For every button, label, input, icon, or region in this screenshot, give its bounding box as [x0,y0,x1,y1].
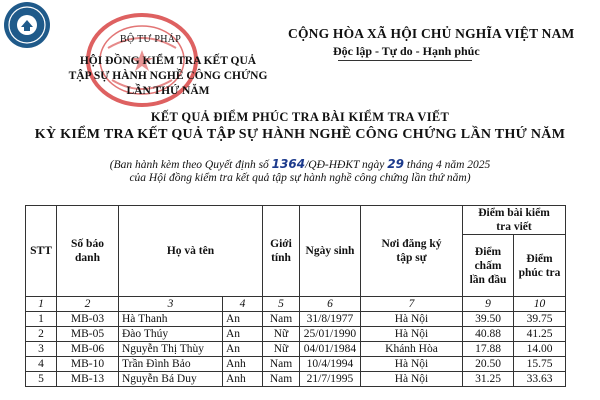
cell-gioi: Nam [263,312,300,327]
table-row [26,327,566,342]
cell-ten: Anh [223,357,263,372]
cell-diem2: 15.75 [514,357,566,372]
cell-diem1: 39.50 [463,312,514,327]
cell-noi: Hà Nội [361,312,463,327]
header-stt: STT [26,206,57,297]
cell-noi: Hà Nội [361,357,463,372]
cell-ten: An [223,312,263,327]
col-index-cell: 6 [300,297,361,312]
council-line-3: LẦN THỨ NĂM [126,85,210,97]
header-diem-phuc-tra: Điểm phúc tra [514,235,566,297]
cell-diem2: 39.75 [514,312,566,327]
cell-ho: Trần Đình Bảo [119,357,223,372]
cell-noi: Hà Nội [361,372,463,387]
cell-ho: Hà Thanh [119,312,223,327]
cell-ten: An [223,342,263,357]
header-so-bao-danh: Số báo danh [57,206,119,297]
cell-sbd: MB-13 [57,372,119,387]
col-index-cell: 10 [514,297,566,312]
col-index-cell: 5 [263,297,300,312]
header-noi-dang-ky: Nơi đăng ký tập sự [361,206,463,297]
col-index-cell: 1 [26,297,57,312]
cell-ho: Nguyễn Bá Duy [119,372,223,387]
col-index-cell: 4 [223,297,263,312]
cell-stt: 1 [26,312,57,327]
cell-diem1: 17.88 [463,342,514,357]
sub-mid: /QĐ-HĐKT ngày [305,159,388,171]
cell-sbd: MB-06 [57,342,119,357]
ministry-name: BỘ TƯ PHÁP [120,34,182,45]
cell-diem2: 33.63 [514,372,566,387]
cell-noi: Khánh Hòa [361,342,463,357]
council-name [68,54,268,99]
national-motto: Độc lập - Tự do - Hạnh phúc [333,44,480,58]
cell-ngay: 10/4/1994 [300,357,361,372]
cell-stt: 5 [26,372,57,387]
cell-diem1: 20.50 [463,357,514,372]
cell-diem2: 41.25 [514,327,566,342]
cell-stt: 2 [26,327,57,342]
council-line-2: TẬP SỰ HÀNH NGHỀ CÔNG CHỨNG [68,70,268,82]
cell-diem1: 31.25 [463,372,514,387]
council-line-1: HỘI ĐỒNG KIỂM TRA KẾT QUẢ [79,55,257,67]
results-table [25,205,566,387]
decision-number: 1364 [271,157,306,171]
cell-gioi: Nam [263,372,300,387]
col-index-cell: 9 [463,297,514,312]
column-index-row [26,297,566,312]
header-gioi-tinh: Giới tính [263,206,300,297]
website-logo-icon [2,0,52,50]
cell-diem1: 40.88 [463,327,514,342]
cell-ho: Nguyễn Thị Thùy [119,342,223,357]
cell-ngay: 31/8/1977 [300,312,361,327]
motto-underline [338,60,472,61]
cell-ten: An [223,327,263,342]
cell-ho: Đào Thúy [119,327,223,342]
table-row [26,357,566,372]
decision-issuer: của Hội đồng kiểm tra kết quả tập sự hành nghề công chứng lần thứ năm) [129,172,471,184]
cell-noi: Hà Nội [361,327,463,342]
header-diem-group: Điểm bài kiểm tra viết [463,206,566,235]
cell-sbd: MB-05 [57,327,119,342]
col-index-cell: 3 [119,297,223,312]
sub-prefix: (Ban hành kèm theo Quyết định số [109,159,272,171]
col-index-cell: 7 [361,297,463,312]
cell-ten: Anh [223,372,263,387]
header-diem-cham: Điểm chấm lần đầu [463,235,514,297]
cell-ngay: 04/01/1984 [300,342,361,357]
decision-reference [0,157,600,171]
table-row [26,372,566,387]
cell-gioi: Nữ [263,327,300,342]
table-row [26,312,566,327]
cell-ngay: 25/01/1990 [300,327,361,342]
header-ngay-sinh: Ngày sinh [300,206,361,297]
col-index-cell: 2 [57,297,119,312]
table-row [26,342,566,357]
decision-day: 29 [387,157,404,171]
country-name: CỘNG HÒA XÃ HỘI CHỦ NGHĨA VIỆT NAM [288,26,575,41]
cell-gioi: Nam [263,357,300,372]
header-ho-va-ten: Họ và tên [119,206,263,297]
cell-sbd: MB-03 [57,312,119,327]
cell-stt: 3 [26,342,57,357]
document-title-1: KẾT QUẢ ĐIỂM PHÚC TRA BÀI KIỂM TRA VIẾT [150,110,450,124]
cell-gioi: Nữ [263,342,300,357]
cell-ngay: 21/7/1995 [300,372,361,387]
cell-stt: 4 [26,357,57,372]
sub-suffix: tháng 4 năm 2025 [404,159,491,171]
cell-diem2: 14.00 [514,342,566,357]
cell-sbd: MB-10 [57,357,119,372]
document-title-2: KỲ KIỂM TRA KẾT QUẢ TẬP SỰ HÀNH NGHỀ CÔNG CHỨNG LẦN THỨ NĂM [34,127,566,142]
